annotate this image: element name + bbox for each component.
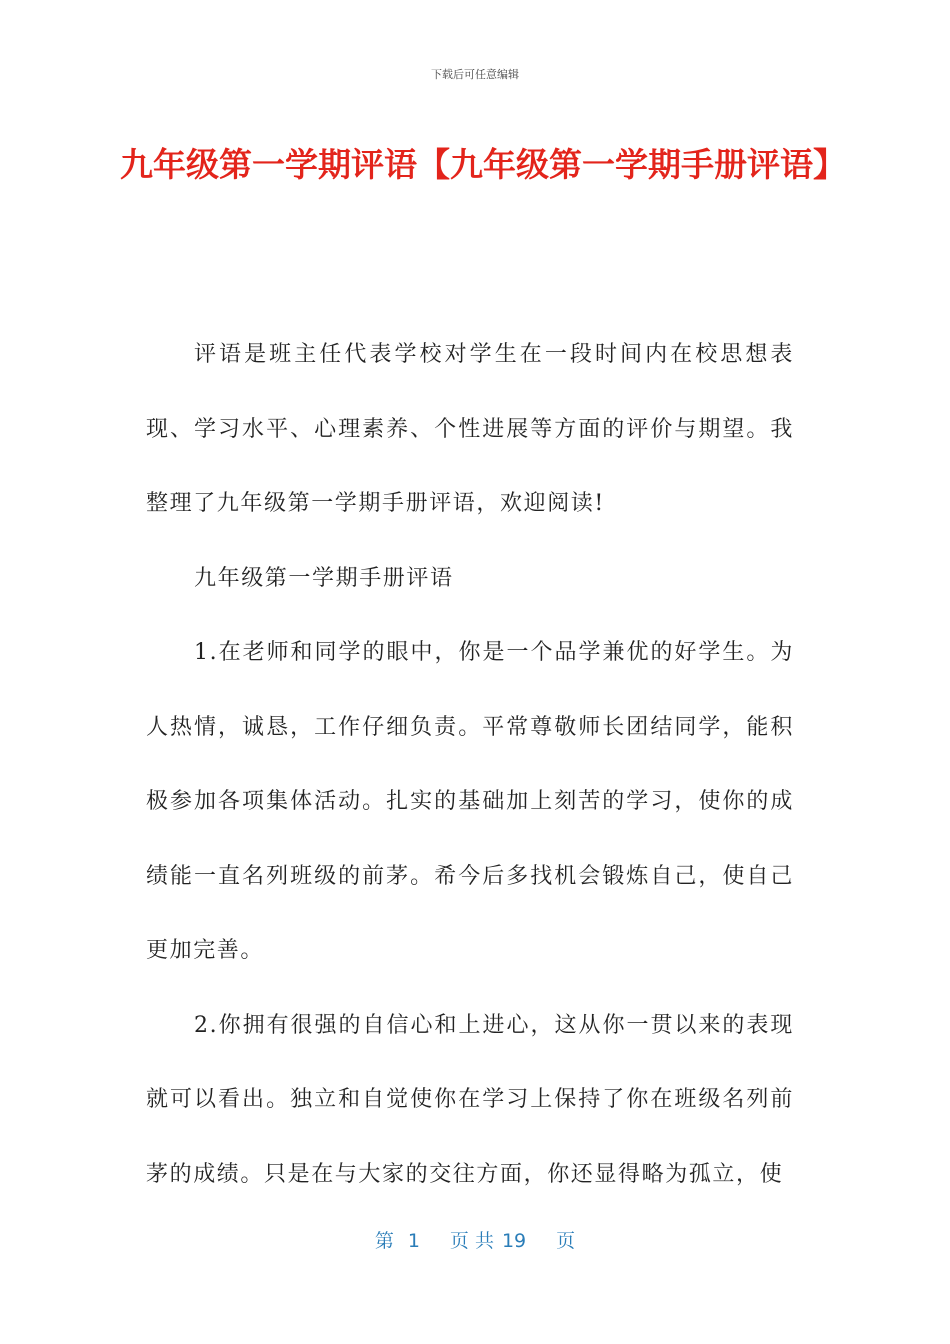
page-footer: [0, 1226, 950, 1253]
intro-paragraph: 评语是班主任代表学校对学生在一段时间内在校思想表现、学习水平、心理素养、个性进展等方面的评价与期望。我整理了九年级第一学期手册评语，欢迎阅读!: [146, 342, 794, 516]
footer-total-pages: 19: [501, 1230, 527, 1252]
comment-paragraph-1: 1.在老师和同学的眼中，你是一个品学兼优的好学生。为人热情，诚恳，工作仔细负责。平常尊敬师长团结同学，能积极参加各项集体活动。扎实的基础加上刻苦的学习，使你的成绩能一直名列班级的前茅。希今后多找机会锻炼自己，使自己更加完善。: [146, 640, 794, 963]
header-note: 下载后可任意编辑: [431, 68, 519, 81]
footer-suffix: 页: [556, 1230, 576, 1252]
document-title: 九年级第一学期评语【九年级第一学期手册评语】: [120, 145, 846, 184]
comment-paragraph-2: 2.你拥有很强的自信心和上进心，这从你一贯以来的表现就可以看出。独立和自觉使你在学习上保持了你在班级名列前茅的成绩。只是在与大家的交往方面，你还显得略为孤立，使: [146, 1012, 794, 1187]
footer-page-number: 1: [407, 1230, 420, 1252]
footer-prefix: 第: [374, 1230, 394, 1252]
section-heading: 九年级第一学期手册评语: [194, 565, 454, 591]
document-body: [146, 318, 794, 1212]
footer-middle: 页 共: [449, 1230, 494, 1252]
